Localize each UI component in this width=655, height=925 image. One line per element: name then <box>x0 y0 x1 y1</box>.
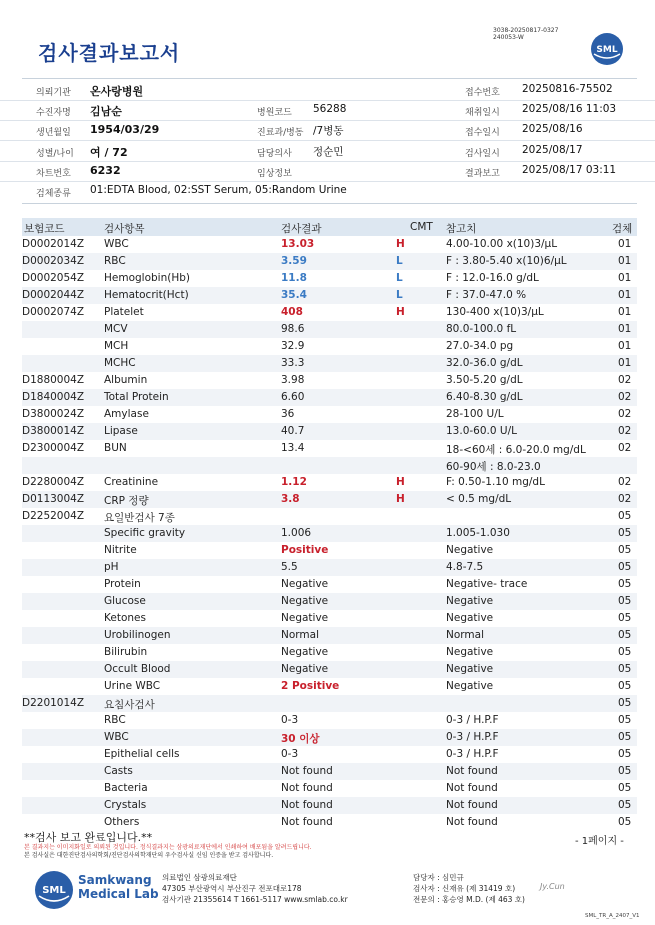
cell-spec: 01 <box>618 323 632 335</box>
cell-ref: F: 0.50-1.10 mg/dL <box>446 476 545 488</box>
info-row <box>0 80 655 101</box>
cell-ref: Not found <box>446 799 498 811</box>
cell-result: Negative <box>281 578 329 590</box>
cell-code: D2300004Z <box>22 442 85 454</box>
staff-line-2: 검사자 : 신재유 (제 31419 호) <box>413 884 516 893</box>
table-row <box>22 457 637 474</box>
table-row <box>22 372 637 389</box>
address-line-2: 47305 부산광역시 부산진구 전포대로178 <box>162 884 302 893</box>
info-label: 검사일시 <box>465 149 500 159</box>
cell-spec: 01 <box>618 340 632 352</box>
cell-item: Platelet <box>104 306 144 318</box>
cell-ref: 80.0-100.0 fL <box>446 323 517 335</box>
cell-ref: F : 37.0-47.0 % <box>446 289 527 301</box>
cell-result: 35.4 <box>281 289 307 301</box>
cell-item: WBC <box>104 731 129 743</box>
cell-ref: 28-100 U/L <box>446 408 504 420</box>
brand-line-1: Samkwang <box>78 873 152 887</box>
cell-result: 0-3 <box>281 748 299 760</box>
cell-item: Hemoglobin(Hb) <box>104 272 191 284</box>
table-row <box>22 661 637 678</box>
cell-item: Bacteria <box>104 782 148 794</box>
table-row <box>22 525 637 542</box>
cell-ref: Not found <box>446 816 498 828</box>
cell-code: D1880004Z <box>22 374 85 386</box>
cell-code: D0002014Z <box>22 238 85 250</box>
table-row <box>22 338 637 355</box>
table-row <box>22 287 637 304</box>
info-value: 6232 <box>90 164 121 177</box>
cell-result: 36 <box>281 408 295 420</box>
cell-result: 408 <box>281 306 303 318</box>
staff-line-1: 담당자 : 심민규 <box>413 873 464 882</box>
info-row <box>0 161 655 182</box>
table-row <box>22 644 637 661</box>
cell-ref: 0-3 / H.P.F <box>446 731 499 743</box>
cell-spec: 05 <box>618 578 632 590</box>
document-code-line-2: 240053-W <box>493 34 524 41</box>
cell-spec: 05 <box>618 799 632 811</box>
info-label: 채취일시 <box>465 108 500 118</box>
samkwang-logo <box>34 870 74 910</box>
cell-spec: 01 <box>618 289 632 301</box>
cell-ref: Negative- trace <box>446 578 528 590</box>
cell-spec: 05 <box>618 510 632 522</box>
cell-item: Crystals <box>104 799 147 811</box>
cell-spec: 05 <box>618 629 632 641</box>
info-label: 진료과/병동 <box>257 128 304 138</box>
cell-spec: 02 <box>618 425 632 437</box>
address-line-3: 검사기관 21355614 T 1661-5117 www.smlab.co.kr <box>162 895 348 904</box>
cell-ref: 0-3 / H.P.F <box>446 714 499 726</box>
info-value: /7병동 <box>313 125 344 137</box>
cell-ref: Negative <box>446 680 494 692</box>
page-number: - 1페이지 - <box>575 836 624 847</box>
info-label: 접수일시 <box>465 128 500 138</box>
signature: Jy.Cun <box>540 882 565 891</box>
cell-result: 5.5 <box>281 561 298 573</box>
cell-ref: 13.0-60.0 U/L <box>446 425 517 437</box>
cell-code: D2201014Z <box>22 697 85 709</box>
info-label: 성별/나이 <box>36 149 74 159</box>
cell-item: MCHC <box>104 357 136 369</box>
cell-spec: 05 <box>618 612 632 624</box>
cell-item: 요일반검사 7종 <box>104 512 175 524</box>
cell-spec: 05 <box>618 748 632 760</box>
table-row <box>22 712 637 729</box>
table-row <box>22 576 637 593</box>
cell-ref: F : 12.0-16.0 g/dL <box>446 272 539 284</box>
cell-result: Not found <box>281 816 333 828</box>
cell-spec: 01 <box>618 255 632 267</box>
samkwang-logo-text: SML <box>42 885 66 896</box>
cell-result: Negative <box>281 612 329 624</box>
cell-code: D2280004Z <box>22 476 85 488</box>
cell-result: 3.8 <box>281 493 300 505</box>
cell-flag: L <box>396 272 403 284</box>
info-value: 정순민 <box>313 146 344 158</box>
notice-accreditation: 본 검사실은 대한진단검사의학회/진단검사의학재단의 우수검사실 신임 인증을 받고 검사합니다. <box>24 852 274 859</box>
info-bottom-divider <box>22 203 637 204</box>
info-label: 의뢰기관 <box>36 88 71 98</box>
cell-item: Bilirubin <box>104 646 148 658</box>
table-row <box>22 406 637 423</box>
cell-item: MCH <box>104 340 129 352</box>
header-result: 검사결과 <box>281 223 322 235</box>
sml-logo <box>590 32 624 66</box>
cell-item: Total Protein <box>104 391 169 403</box>
cell-result: 30 이상 <box>281 733 320 745</box>
cell-spec: 05 <box>618 544 632 556</box>
info-row <box>0 141 655 162</box>
table-row <box>22 610 637 627</box>
cell-ref: Not found <box>446 782 498 794</box>
info-label: 임상정보 <box>257 169 292 179</box>
cell-item: Casts <box>104 765 133 777</box>
cell-flag: H <box>396 493 405 505</box>
cell-ref: Negative <box>446 544 494 556</box>
cell-code: D0002074Z <box>22 306 85 318</box>
brand-line-2: Medical Lab <box>78 887 159 901</box>
table-row <box>22 236 637 253</box>
table-row <box>22 678 637 695</box>
info-value: 여 / 72 <box>90 146 128 159</box>
info-top-divider <box>22 78 637 79</box>
brand-name <box>78 873 159 901</box>
document-code <box>493 27 558 41</box>
cell-item: Ketones <box>104 612 146 624</box>
cell-spec: 01 <box>618 357 632 369</box>
cell-ref: 60-90세 : 8.0-23.0 <box>446 461 541 473</box>
table-row <box>22 321 637 338</box>
cell-item: Nitrite <box>104 544 137 556</box>
cell-code: D0002054Z <box>22 272 85 284</box>
cell-code: D0002034Z <box>22 255 85 267</box>
table-row <box>22 389 637 406</box>
cell-result: Negative <box>281 663 329 675</box>
table-row <box>22 780 637 797</box>
form-code: SML_TR_A_2407_V1 <box>585 913 640 919</box>
cell-spec: 05 <box>618 561 632 573</box>
cell-code: D0113004Z <box>22 493 85 505</box>
cell-result: 1.006 <box>281 527 312 539</box>
info-row <box>0 181 655 201</box>
cell-result: 32.9 <box>281 340 305 352</box>
cell-flag: H <box>396 306 405 318</box>
cell-result: Not found <box>281 782 333 794</box>
table-row <box>22 627 637 644</box>
cell-ref: Negative <box>446 646 494 658</box>
info-label: 결과보고 <box>465 169 500 179</box>
info-value: 2025/08/17 <box>522 144 583 156</box>
cell-ref: 3.50-5.20 g/dL <box>446 374 523 386</box>
info-label: 담당의사 <box>257 149 292 159</box>
cell-item: Creatinine <box>104 476 159 488</box>
cell-result: 98.6 <box>281 323 305 335</box>
cell-spec: 02 <box>618 442 632 454</box>
sml-logo-text: SML <box>596 45 618 55</box>
cell-spec: 05 <box>618 646 632 658</box>
info-label: 차트번호 <box>36 169 71 179</box>
cell-ref: 1.005-1.030 <box>446 527 510 539</box>
cell-item: Lipase <box>104 425 138 437</box>
table-row <box>22 423 637 440</box>
cell-item: Others <box>104 816 140 828</box>
cell-item: Epithelial cells <box>104 748 180 760</box>
info-label: 접수번호 <box>465 88 500 98</box>
cell-ref: Not found <box>446 765 498 777</box>
info-value: 김남순 <box>90 105 122 118</box>
cell-item: Urine WBC <box>104 680 161 692</box>
cell-item: BUN <box>104 442 127 454</box>
cell-result: 3.59 <box>281 255 307 267</box>
header-spec: 검체 <box>612 223 633 235</box>
info-row <box>0 100 655 121</box>
cell-spec: 02 <box>618 408 632 420</box>
cell-item: Urobilinogen <box>104 629 171 641</box>
results-table-header <box>22 218 637 236</box>
cell-ref: 27.0-34.0 pg <box>446 340 514 352</box>
info-value: 2025/08/16 <box>522 123 583 135</box>
cell-result: Negative <box>281 646 329 658</box>
cell-result: 13.03 <box>281 238 315 250</box>
cell-spec: 01 <box>618 306 632 318</box>
cell-item: WBC <box>104 238 129 250</box>
cell-spec: 05 <box>618 816 632 828</box>
info-value: 56288 <box>313 103 347 115</box>
cell-ref: Normal <box>446 629 484 641</box>
info-value: 01:EDTA Blood, 02:SST Serum, 05:Random Urine <box>90 184 347 196</box>
info-row <box>0 120 655 141</box>
cell-spec: 05 <box>618 527 632 539</box>
header-code: 보험코드 <box>24 223 65 235</box>
cell-result: 40.7 <box>281 425 305 437</box>
cell-spec: 01 <box>618 272 632 284</box>
cell-spec: 05 <box>618 714 632 726</box>
cell-result: 11.8 <box>281 272 307 284</box>
cell-ref: 6.40-8.30 g/dL <box>446 391 523 403</box>
cell-code: D3800024Z <box>22 408 85 420</box>
table-row <box>22 746 637 763</box>
cell-item: MCV <box>104 323 128 335</box>
cell-item: Hematocrit(Hct) <box>104 289 189 301</box>
cell-ref: Negative <box>446 612 494 624</box>
cell-ref: Negative <box>446 595 494 607</box>
cell-result: 13.4 <box>281 442 305 454</box>
cell-result: Not found <box>281 765 333 777</box>
cell-flag: H <box>396 238 405 250</box>
table-row <box>22 440 637 457</box>
cell-item: RBC <box>104 714 126 726</box>
cell-result: 2 Positive <box>281 680 340 692</box>
address-line-1: 의료법인 삼광의료재단 <box>162 873 237 882</box>
cell-code: D0002044Z <box>22 289 85 301</box>
info-value: 2025/08/17 03:11 <box>522 164 617 176</box>
table-row <box>22 355 637 372</box>
info-label: 검체종류 <box>36 189 71 199</box>
cell-result: 6.60 <box>281 391 305 403</box>
cell-result: Positive <box>281 544 329 556</box>
cell-ref: F : 3.80-5.40 x(10)6/μL <box>446 255 567 267</box>
table-row <box>22 695 637 712</box>
cell-spec: 05 <box>618 765 632 777</box>
cell-spec: 05 <box>618 595 632 607</box>
table-row <box>22 304 637 321</box>
cell-spec: 02 <box>618 391 632 403</box>
cell-result: 3.98 <box>281 374 305 386</box>
table-row <box>22 797 637 814</box>
header-item: 검사항목 <box>104 223 145 235</box>
staff-info <box>413 872 525 905</box>
info-value: 20250816-75502 <box>522 83 613 95</box>
table-row <box>22 593 637 610</box>
cell-spec: 05 <box>618 663 632 675</box>
header-ref: 참고치 <box>446 223 477 235</box>
lab-address <box>162 872 348 905</box>
table-row <box>22 559 637 576</box>
document-code-line-1: 3038-20250817-0327 <box>493 27 559 34</box>
cell-spec: 05 <box>618 782 632 794</box>
cell-spec: 05 <box>618 731 632 743</box>
cell-flag: L <box>396 289 403 301</box>
cell-item: RBC <box>104 255 126 267</box>
cell-result: Not found <box>281 799 333 811</box>
staff-line-3: 전문의 : 홍승영 M.D. (제 463 호) <box>413 895 525 904</box>
info-value: 1954/03/29 <box>90 123 160 136</box>
cell-code: D1840004Z <box>22 391 85 403</box>
table-row <box>22 729 637 746</box>
cell-ref: 18-<60세 : 6.0-20.0 mg/dL <box>446 444 586 456</box>
info-label: 병원코드 <box>257 108 292 118</box>
cell-result: 1.12 <box>281 476 307 488</box>
cell-ref: < 0.5 mg/dL <box>446 493 512 505</box>
cell-ref: 4.00-10.00 x(10)3/μL <box>446 238 558 250</box>
cell-item: Albumin <box>104 374 148 386</box>
cell-item: Occult Blood <box>104 663 171 675</box>
cell-item: CRP 정량 <box>104 495 149 507</box>
cell-ref: 130-400 x(10)3/μL <box>446 306 544 318</box>
cell-ref: 0-3 / H.P.F <box>446 748 499 760</box>
cell-spec: 05 <box>618 697 632 709</box>
cell-item: Glucose <box>104 595 146 607</box>
cell-ref: 32.0-36.0 g/dL <box>446 357 523 369</box>
notice-red: 본 결과지는 이미지화일로 의뢰된 것입니다. 정식결과지는 삼광의료재단에서 인쇄하여 배포됨을 알려드립니다. <box>24 844 312 851</box>
table-row <box>22 270 637 287</box>
table-row <box>22 253 637 270</box>
cell-code: D3800014Z <box>22 425 85 437</box>
cell-spec: 02 <box>618 476 632 488</box>
cell-item: Protein <box>104 578 141 590</box>
cell-item: Specific gravity <box>104 527 186 539</box>
cell-result: 0-3 <box>281 714 299 726</box>
info-label: 생년월일 <box>36 128 71 138</box>
cell-item: Amylase <box>104 408 149 420</box>
cell-ref: Negative <box>446 663 494 675</box>
cell-result: Normal <box>281 629 319 641</box>
report-complete-text: **검사 보고 완료입니다.** <box>24 831 153 844</box>
cell-item: pH <box>104 561 119 573</box>
table-row <box>22 542 637 559</box>
cell-code: D2252004Z <box>22 510 85 522</box>
cell-flag: L <box>396 255 403 267</box>
cell-spec: 02 <box>618 493 632 505</box>
cell-spec: 01 <box>618 238 632 250</box>
page-title: 검사결과보고서 <box>38 41 181 65</box>
cell-spec: 05 <box>618 680 632 692</box>
table-row <box>22 508 637 525</box>
cell-item: 요침사검사 <box>104 699 155 711</box>
cell-result: Negative <box>281 595 329 607</box>
info-label: 수진자명 <box>36 108 71 118</box>
cell-flag: H <box>396 476 405 488</box>
table-row <box>22 763 637 780</box>
cell-ref: 4.8-7.5 <box>446 561 484 573</box>
info-value: 온사랑병원 <box>90 85 144 98</box>
table-row <box>22 491 637 508</box>
table-row <box>22 474 637 491</box>
cell-spec: 02 <box>618 374 632 386</box>
header-cmt: CMT <box>410 221 433 233</box>
cell-result: 33.3 <box>281 357 305 369</box>
info-value: 2025/08/16 11:03 <box>522 103 617 115</box>
